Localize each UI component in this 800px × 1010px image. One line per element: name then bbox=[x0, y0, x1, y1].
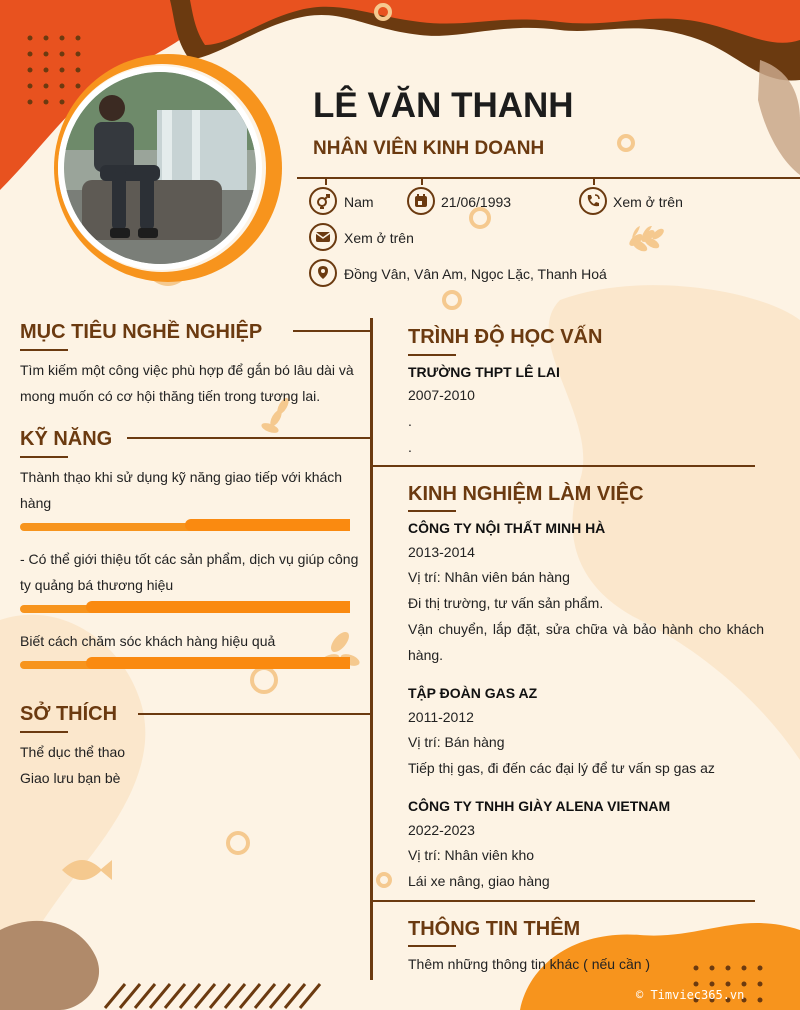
gender-icon bbox=[309, 187, 337, 215]
heading-connector bbox=[293, 330, 373, 332]
divider-tick bbox=[593, 177, 595, 185]
skill-bar-fill bbox=[86, 601, 350, 613]
heading-underline bbox=[20, 456, 68, 458]
email-icon bbox=[309, 223, 337, 251]
skill-text: Thành thạo khi sử dụng kỹ năng giao tiếp với khách hàng bbox=[20, 469, 343, 511]
hobbies-heading: SỞ THÍCH bbox=[20, 703, 118, 725]
location-icon bbox=[309, 259, 337, 287]
column-divider bbox=[370, 318, 373, 980]
hobby-item: Giao lưu bạn bè bbox=[20, 770, 121, 786]
skill-bar bbox=[20, 601, 350, 613]
skills-heading: KỸ NĂNG bbox=[20, 428, 113, 450]
calendar-icon bbox=[407, 187, 435, 215]
job-detail: Đi thị trường, tư vấn sản phẩm. bbox=[408, 595, 604, 611]
avatar bbox=[62, 70, 258, 266]
hobby-item: Thể dục thể thao bbox=[20, 744, 126, 760]
objective-text: Tìm kiếm một công việc phù hợp để gắn bó lâu dài và mong muốn có cơ hội thăng tiến trong tương lai. bbox=[20, 362, 354, 404]
heading-connector bbox=[138, 713, 373, 715]
education-period: 2007-2010 bbox=[408, 387, 475, 403]
heading-connector bbox=[127, 437, 373, 439]
job-detail: Vị trí: Nhân viên bán hàng bbox=[408, 569, 570, 585]
job-period: 2011-2012 bbox=[408, 709, 474, 725]
skill-text: - Có thể giới thiệu tốt các sản phẩm, dịch vụ giúp công ty quảng bá thương hiệu bbox=[20, 551, 359, 593]
job-period: 2022-2023 bbox=[408, 822, 475, 838]
section-divider bbox=[371, 900, 755, 902]
birthday-value: 21/06/1993 bbox=[441, 194, 512, 210]
education-heading: TRÌNH ĐỘ HỌC VẤN bbox=[408, 326, 603, 348]
job-detail: Vận chuyển, lắp đặt, sửa chữa và bảo hành cho khách hàng. bbox=[408, 621, 764, 663]
heading-underline bbox=[408, 354, 456, 356]
email-value: Xem ở trên bbox=[344, 230, 414, 246]
education-line: . bbox=[408, 413, 412, 429]
address-value: Đồng Vân, Vân Am, Ngọc Lặc, Thanh Hoá bbox=[344, 266, 607, 282]
objective-heading: MỤC TIÊU NGHỀ NGHIỆP bbox=[20, 321, 263, 343]
divider-tick bbox=[421, 177, 423, 185]
job-detail: Tiếp thị gas, đi đến các đại lý để tư vấn sp gas az bbox=[408, 760, 715, 776]
job-title: NHÂN VIÊN KINH DOANH bbox=[313, 138, 545, 159]
education-line: . bbox=[408, 439, 412, 455]
copyright-text: © Timviec365.vn bbox=[636, 988, 745, 1002]
company-name: CÔNG TY NỘI THẤT MINH HÀ bbox=[408, 520, 606, 536]
company-name: TẬP ĐOÀN GAS AZ bbox=[408, 685, 538, 701]
heading-underline bbox=[20, 731, 68, 733]
skill-bar-fill bbox=[86, 657, 350, 669]
job-detail: Vị trí: Bán hàng bbox=[408, 734, 505, 750]
school-name: TRƯỜNG THPT LÊ LAI bbox=[408, 364, 560, 380]
heading-underline bbox=[408, 510, 456, 512]
section-divider bbox=[371, 465, 755, 467]
job-detail: Vị trí: Nhân viên kho bbox=[408, 847, 535, 863]
gender-value: Nam bbox=[344, 194, 374, 210]
company-name: CÔNG TY TNHH GIÀY ALENA VIETNAM bbox=[408, 798, 671, 814]
skill-text: Biết cách chăm sóc khách hàng hiệu quả bbox=[20, 633, 276, 649]
skill-bar bbox=[20, 657, 350, 669]
skill-bar-fill bbox=[185, 519, 350, 531]
additional-text: Thêm những thông tin khác ( nếu cần ) bbox=[408, 956, 651, 972]
job-period: 2013-2014 bbox=[408, 544, 475, 560]
experience-heading: KINH NGHIỆM LÀM VIỆC bbox=[408, 483, 644, 505]
phone-icon bbox=[579, 187, 607, 215]
heading-underline bbox=[20, 349, 68, 351]
header-divider bbox=[297, 177, 800, 179]
divider-tick bbox=[325, 177, 327, 185]
skill-bar bbox=[20, 519, 350, 531]
additional-heading: THÔNG TIN THÊM bbox=[408, 918, 581, 940]
job-detail: Lái xe nâng, giao hàng bbox=[408, 873, 550, 889]
full-name: LÊ VĂN THANH bbox=[313, 86, 574, 125]
phone-value: Xem ở trên bbox=[613, 194, 683, 210]
heading-underline bbox=[408, 945, 456, 947]
